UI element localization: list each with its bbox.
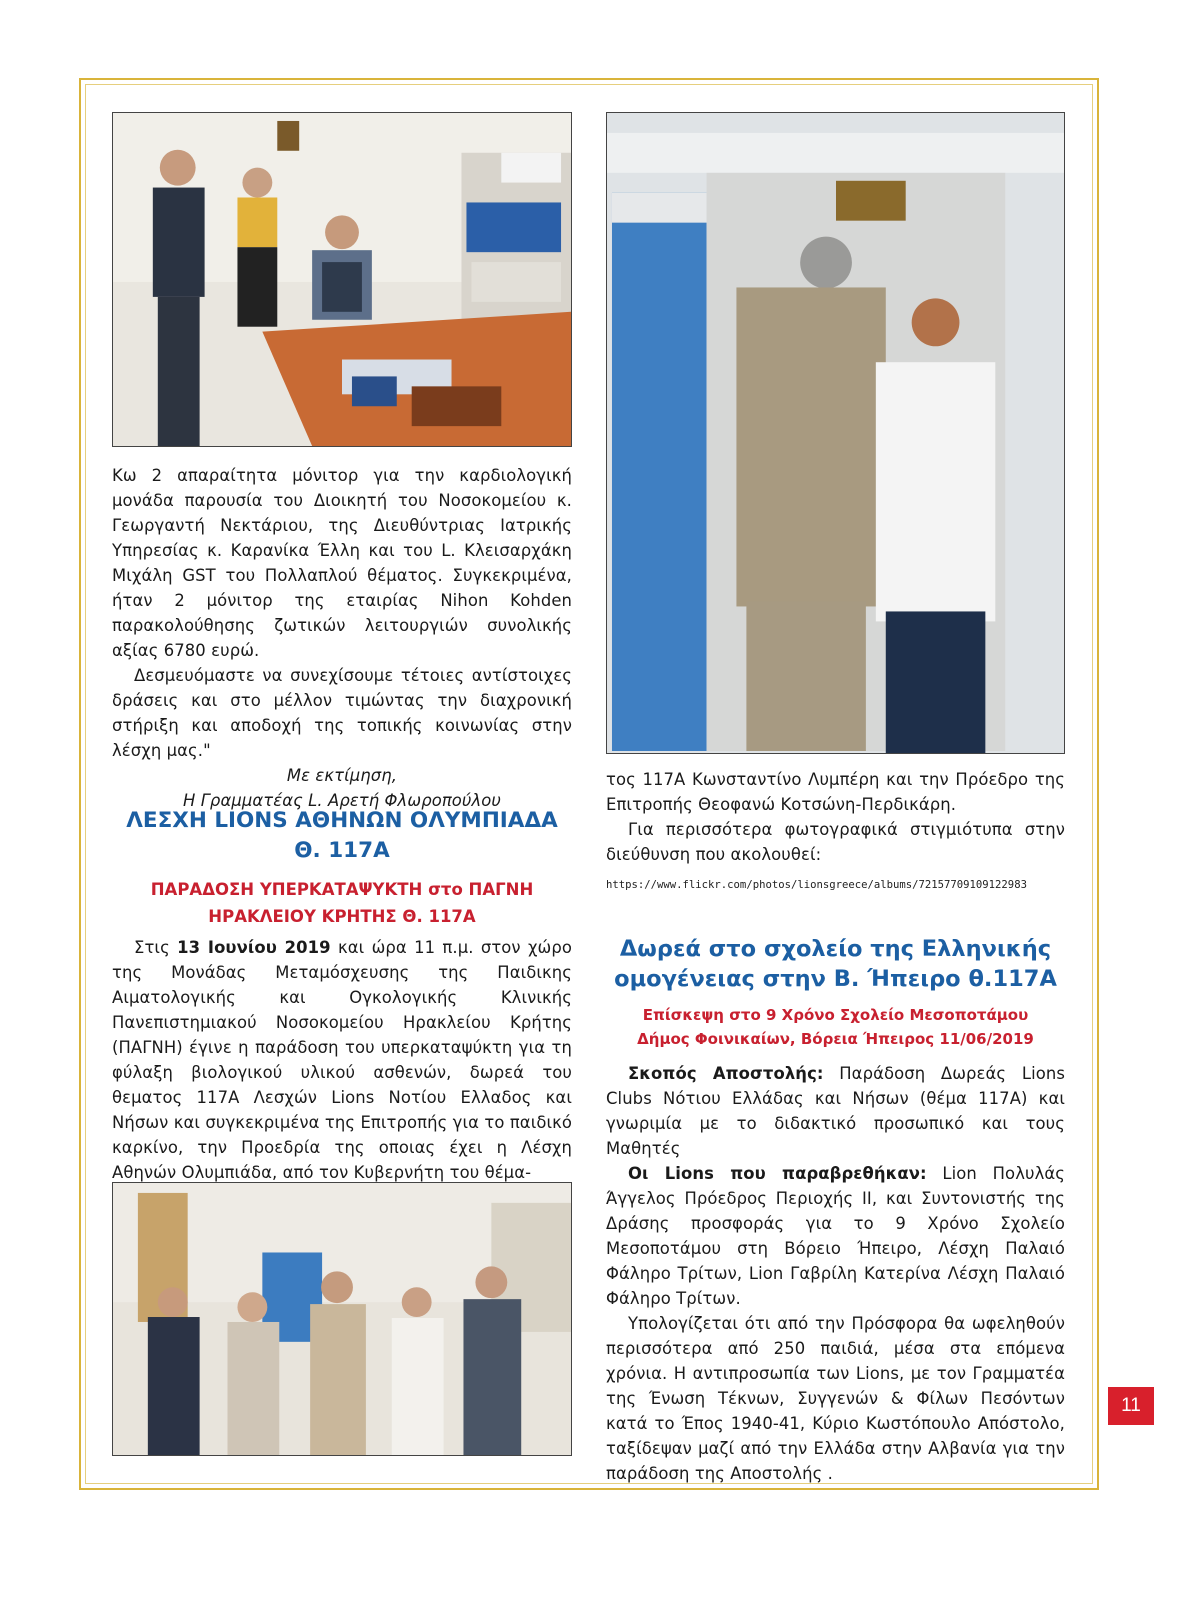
right-subheading-line-2: Δήμος Φοινικαίων, Βόρεια Ήπειρος 11/06/2019: [637, 1030, 1034, 1048]
page-number-tab: 11: [1108, 1387, 1154, 1425]
right-subheading: [606, 1003, 1065, 1051]
signature-line-2: Η Γραμματέας L. Αρετή Φλωροπούλου: [182, 791, 502, 810]
left-para-1: Κω 2 απαραίτητα μόνιτορ για την καρδιολογική μονάδα παρουσία του Διοικητή του Νοσοκομείου κ. Γεωργαντή Νεκτάριου, της Διευθύντριας Ιατρικής Υπηρεσίας κ. Καρανίκα Έλλη και του L. Κλεισαρχάκη Μιχάλη GST του Πολλαπλού θέματος. Συγκεκριμένα, ήταν 2 μόνιτορ της εταιρίας Nihon Kohden παρακολούθησης ζωτικών λειτουργιών συνολικής αξίας 6780 ευρώ.: [112, 466, 572, 660]
right-heading: [606, 934, 1065, 994]
left-para-3-rest: και ώρα 11 π.μ. στον χώρο της Μονάδας Μεταμόσχευσης της Παιδικης Αιματολογικής και Ογκολογικής Κλινικής Πανεπιστημιακού Νοσοκομείου Ηρακλείου Κρήτης (ΠΑΓΝΗ) έγινε η παράδοση του υπερκαταψύκτη για τη φύλαξη βιολογικού υλικού ασθενών, δωρεά του θεματος 117Α Λεσχών Lions Νοτίου Ελλαδος και Νήσων και συγκεκριμένα της Επιτροπής για το παιδικό καρκίνο, την Προεδρία της οποιας έχει η Λέσχη Αθηνών Ολυμπιάδα, από τον Κυβερνήτη του θέμα-: [112, 938, 572, 1182]
left-subheading: [112, 876, 572, 930]
photo-group-hospital: [112, 1182, 572, 1456]
left-heading-line-1: ΛΕΣΧΗ LIONS ΑΘΗΝΩΝ ΟΛΥΜΠΙΑΔΑ: [126, 808, 558, 833]
right-attended: [606, 1161, 1065, 1311]
flickr-album-link[interactable]: https://www.flickr.com/photos/lionsgreece/albums/72157709109122983: [606, 879, 1027, 891]
photo-office-signing: [112, 112, 572, 447]
photo-freezer-plaque: [606, 112, 1065, 754]
right-para-2: Για περισσότερα φωτογραφικά στιγμιότυπα στην διεύθυνση που ακολουθεί:: [606, 820, 1065, 864]
left-para-3-date: 13 Ιουνίου 2019: [177, 938, 331, 957]
left-para-3-start: Στις: [134, 938, 178, 957]
purpose-label: Σκοπός Αποστολής:: [628, 1064, 824, 1083]
right-heading-line-2: ομογένειας στην Β. Ήπειρο θ.117Α: [614, 966, 1057, 992]
signature-line-1: Με εκτίμηση,: [286, 766, 398, 785]
left-para-3: [112, 935, 572, 1185]
attended-label: Οι Lions που παραβρεθήκαν:: [628, 1164, 927, 1183]
right-para-1: τος 117Α Κωνσταντίνο Λυμπέρη και την Πρόεδρο της Επιτροπής Θεοφανώ Κοτσώνη-Περδικάρη.: [606, 770, 1065, 814]
left-subheading-line-1: ΠΑΡΑΔΟΣΗ ΥΠΕΡΚΑΤΑΨΥΚΤΗ στο ΠΑΓΝΗ: [150, 880, 534, 899]
purpose-text: Παράδοση Δωρεάς Lions Clubs Νότιου Ελλάδας και Νήσων (θέμα 117Α) και γνωριμία με το διδακτικό προσωπικό και τους Μαθητές: [606, 1064, 1065, 1158]
right-text-block-1: [606, 767, 1065, 867]
right-para-5: Υπολογίζεται ότι από την Πρόσφορα θα ωφεληθούν περισσότερα από 250 παιδιά, μέσα στα επόμενα χρόνια. Η αντιπροσωπία των Lions, με τον Γραμματέα της Ένωση Τέκνων, Συγγενών & Φίλων Πεσόντων κατά το Έπος 1940-41, Κύριο Κωστόπουλο Απόστολο, ταξίδεψαν μαζί από την Ελλάδα στην Αλβανία για την παράδοση της Αποστολής .: [606, 1314, 1065, 1483]
right-purpose: [606, 1061, 1065, 1161]
left-text-block-1: [112, 463, 572, 813]
left-heading: [112, 806, 572, 866]
left-subheading-line-2: ΗΡΑΚΛΕΙΟΥ ΚΡΗΤΗΣ Θ. 117Α: [208, 907, 476, 926]
attended-text: Lion Πολυλάς Άγγελος Πρόεδρος Περιοχής ΙΙ, και Συντονιστής της Δράσης προσφοράς για το 9 Χρόνο Σχολείο Μεσοποτάμου στη Βόρειο Ήπειρο, Λέσχη Παλαιό Φάληρο Τρίτων, Lion Γαβρίλη Κατερίνα Λέσχη Παλαιό Φάληρο Τρίτων.: [606, 1164, 1065, 1308]
right-subheading-line-1: Επίσκεψη στο 9 Χρόνο Σχολείο Μεσοποτάμου: [642, 1006, 1029, 1024]
left-heading-line-2: Θ. 117Α: [294, 838, 390, 863]
left-text-block-2: [112, 935, 572, 1185]
right-text-block-2: [606, 1061, 1065, 1486]
right-heading-line-1: Δωρεά στο σχολείο της Ελληνικής: [619, 936, 1052, 962]
left-para-2: Δεσμευόμαστε να συνεχίσουμε τέτοιες αντίστοιχες δράσεις και στο μέλλον τιμώντας την διαχρονική στήριξη και αποδοχή της τοπικής κοινωνίας στην λέσχη μας.": [112, 666, 572, 760]
